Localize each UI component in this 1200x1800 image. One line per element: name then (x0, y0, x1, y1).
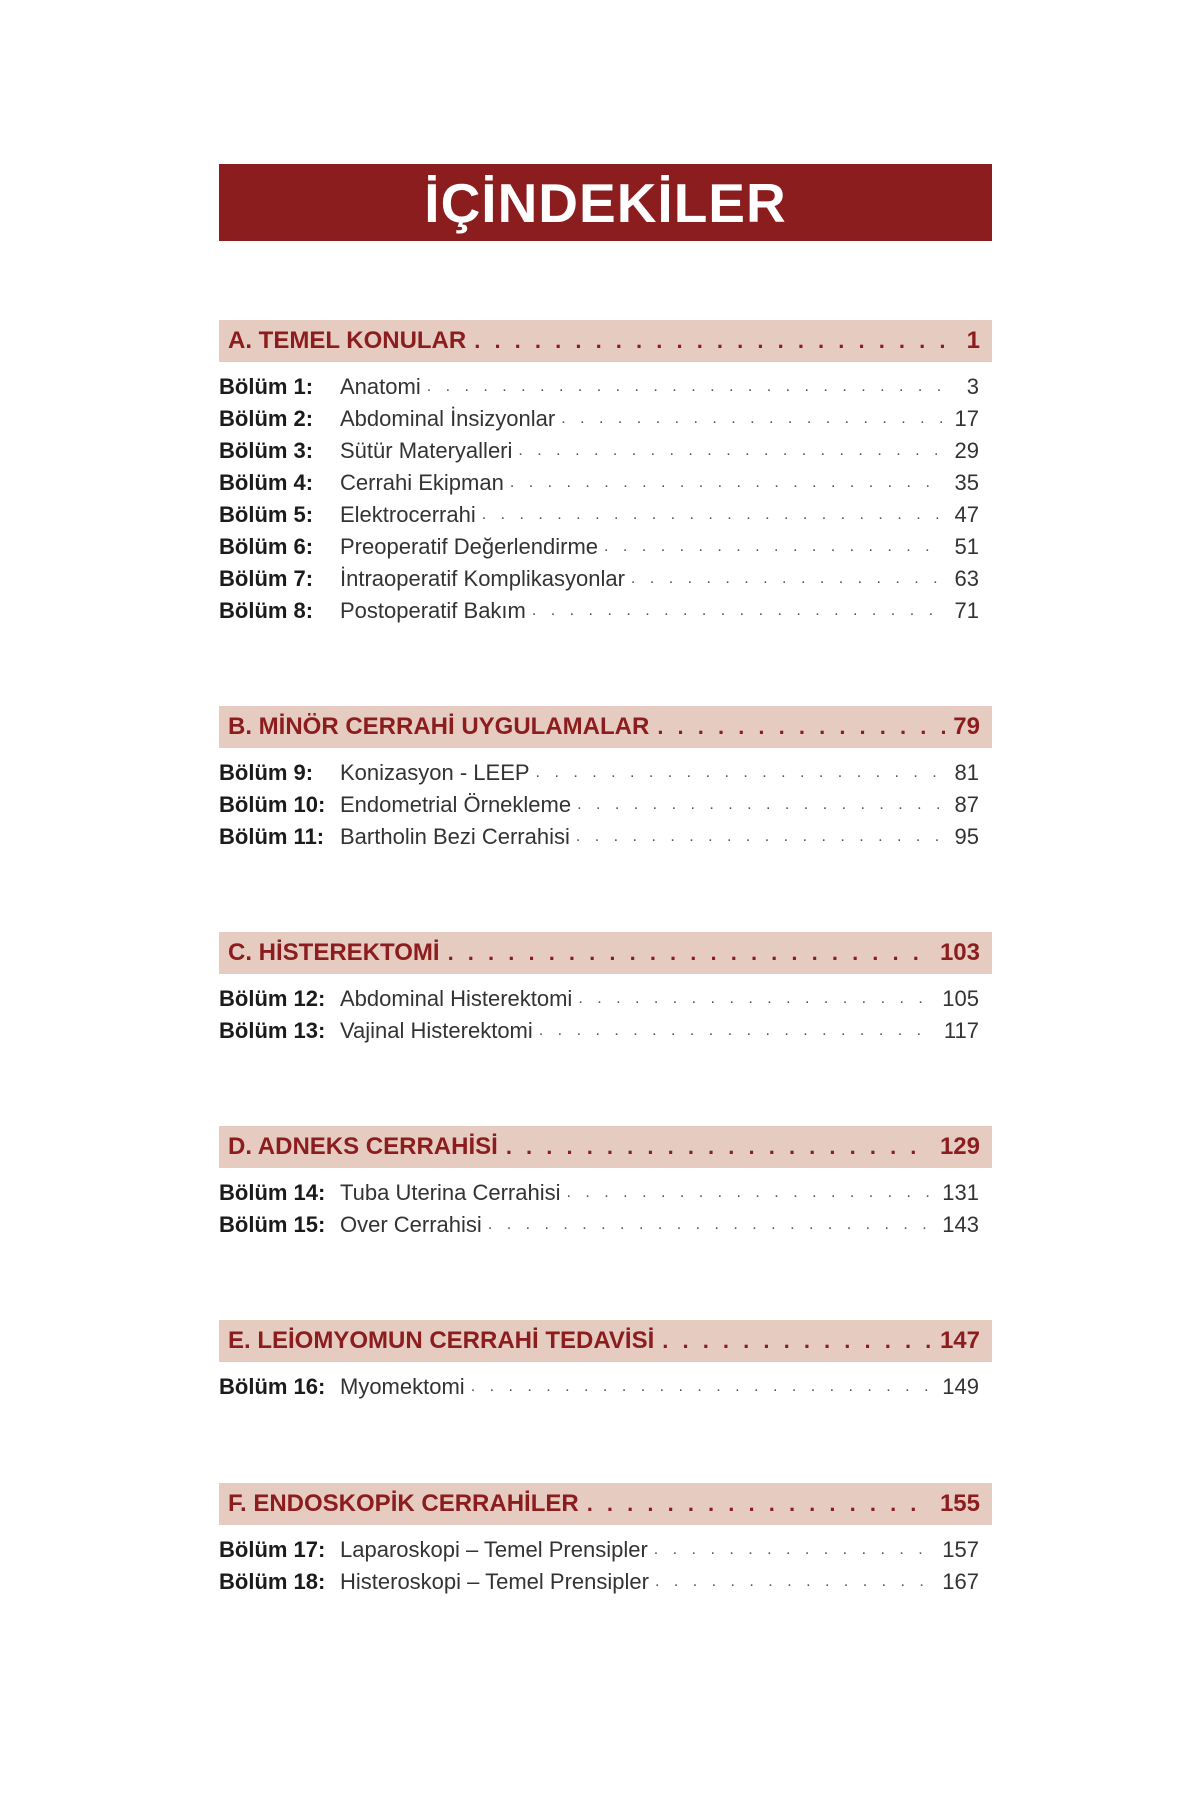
chapter-page: 71 (954, 598, 979, 623)
chapter-label: Bölüm 14: (219, 1180, 326, 1205)
section-b (219, 706, 992, 853)
section-title: B. MİNÖR CERRAHİ UYGULAMALAR (228, 713, 650, 740)
chapter-label: Bölüm 10: (219, 792, 326, 817)
chapter-list (219, 1371, 992, 1403)
chapter-list (219, 757, 992, 853)
chapter-title: İntraoperatif Komplikasyonlar (340, 566, 625, 591)
chapter-label: Bölüm 11: (219, 824, 325, 849)
section-page: 129 (939, 1133, 980, 1160)
chapter-entry[interactable] (219, 595, 992, 627)
section-c (219, 932, 992, 1047)
leader-dots (577, 796, 944, 814)
chapter-entry[interactable] (219, 757, 992, 789)
leader-dots (518, 442, 944, 460)
leader-dots (576, 828, 945, 846)
chapter-list (219, 1534, 992, 1598)
chapter-page: 157 (942, 1537, 979, 1562)
section-page: 79 (953, 713, 980, 740)
section-title: C. HİSTEREKTOMİ (228, 939, 440, 966)
leader-dots (536, 764, 945, 782)
section-page: 155 (939, 1490, 980, 1517)
chapter-list (219, 1177, 992, 1241)
chapter-title: Anatomi (340, 374, 421, 399)
chapter-label: Bölüm 7: (219, 566, 314, 591)
page-title: İÇİNDEKİLER (219, 164, 992, 241)
chapter-page: 47 (954, 502, 979, 527)
chapter-title: Myomektomi (340, 1374, 465, 1399)
section-title: D. ADNEKS CERRAHİSİ (228, 1133, 498, 1160)
chapter-entry[interactable] (219, 403, 992, 435)
leader-dots (474, 328, 958, 354)
chapter-entry[interactable] (219, 789, 992, 821)
chapter-page: 51 (954, 534, 979, 559)
section-header[interactable] (219, 1320, 992, 1362)
leader-dots (561, 410, 944, 428)
section-title: F. ENDOSKOPİK CERRAHİLER (228, 1490, 579, 1517)
chapter-page: 149 (942, 1374, 979, 1399)
chapter-page: 87 (954, 792, 979, 817)
chapter-page: 95 (954, 824, 979, 849)
chapter-entry[interactable] (219, 467, 992, 499)
chapter-title: Vajinal Histerektomi (340, 1018, 533, 1043)
section-d (219, 1126, 992, 1241)
section-page: 1 (966, 327, 980, 354)
section-header[interactable] (219, 1483, 992, 1525)
chapter-entry[interactable] (219, 1209, 992, 1241)
chapter-entry[interactable] (219, 1177, 992, 1209)
chapter-page: 35 (954, 470, 979, 495)
chapter-label: Bölüm 5: (219, 502, 314, 527)
chapter-entry[interactable] (219, 1371, 992, 1403)
chapter-label: Bölüm 1: (219, 374, 314, 399)
leader-dots (631, 570, 945, 588)
chapter-entry[interactable] (219, 983, 992, 1015)
chapter-entry[interactable] (219, 435, 992, 467)
chapter-page: 81 (954, 760, 979, 785)
section-header[interactable] (219, 706, 992, 748)
chapter-page: 29 (954, 438, 979, 463)
chapter-title: Tuba Uterina Cerrahisi (340, 1180, 561, 1205)
chapter-title: Endometrial Örnekleme (340, 792, 572, 817)
chapter-title: Histeroskopi – Temel Prensipler (340, 1569, 649, 1594)
leader-dots (654, 1541, 933, 1559)
chapter-page: 117 (943, 1018, 979, 1043)
leader-dots (567, 1184, 933, 1202)
leader-dots (506, 1134, 932, 1160)
chapter-title: Abdominal İnsizyonlar (340, 406, 556, 431)
leader-dots (448, 940, 932, 966)
leader-dots (662, 1328, 932, 1354)
chapter-page: 63 (954, 566, 979, 591)
chapter-entry[interactable] (219, 1566, 992, 1598)
section-f (219, 1483, 992, 1598)
chapter-label: Bölüm 15: (219, 1212, 326, 1237)
leader-dots (604, 538, 944, 556)
leader-dots (532, 602, 945, 620)
chapter-title: Cerrahi Ekipman (340, 470, 504, 495)
leader-dots (488, 1216, 932, 1234)
chapter-label: Bölüm 6: (219, 534, 314, 559)
chapter-entry[interactable] (219, 531, 992, 563)
chapter-list (219, 983, 992, 1047)
chapter-title: Preoperatif Değerlendirme (340, 534, 599, 559)
section-title: A. TEMEL KONULAR (228, 327, 467, 354)
chapter-page: 17 (954, 406, 979, 431)
chapter-title: Laparoskopi – Temel Prensipler (340, 1537, 648, 1562)
section-page: 103 (939, 939, 980, 966)
chapter-label: Bölüm 4: (219, 470, 314, 495)
chapter-entry[interactable] (219, 563, 992, 595)
chapter-page: 167 (942, 1569, 979, 1594)
leader-dots (471, 1378, 933, 1396)
chapter-label: Bölüm 9: (219, 760, 314, 785)
chapter-title: Sütür Materyalleri (340, 438, 513, 463)
chapter-label: Bölüm 13: (219, 1018, 326, 1043)
chapter-title: Abdominal Histerektomi (340, 986, 573, 1011)
chapter-entry[interactable] (219, 371, 992, 403)
section-a (219, 320, 992, 627)
chapter-label: Bölüm 12: (219, 986, 326, 1011)
chapter-label: Bölüm 16: (219, 1374, 326, 1399)
chapter-title: Over Cerrahisi (340, 1212, 482, 1237)
leader-dots (510, 474, 945, 492)
chapter-title: Bartholin Bezi Cerrahisi (340, 824, 570, 849)
leader-dots (587, 1491, 932, 1517)
section-header[interactable] (219, 1126, 992, 1168)
chapter-page: 131 (942, 1180, 979, 1205)
leader-dots (427, 378, 945, 396)
section-header[interactable] (219, 320, 992, 362)
section-page: 147 (939, 1327, 980, 1354)
leader-dots (482, 506, 945, 524)
chapter-label: Bölüm 17: (219, 1537, 326, 1562)
chapter-label: Bölüm 18: (219, 1569, 326, 1594)
chapter-label: Bölüm 8: (219, 598, 314, 623)
leader-dots (657, 714, 945, 740)
section-e (219, 1320, 992, 1403)
chapter-title: Konizasyon - LEEP (340, 760, 530, 785)
leader-dots (578, 990, 932, 1008)
chapter-page: 143 (942, 1212, 979, 1237)
leader-dots (655, 1573, 932, 1591)
chapter-entry[interactable] (219, 821, 992, 853)
chapter-title: Postoperatif Bakım (340, 598, 526, 623)
chapter-entry[interactable] (219, 499, 992, 531)
chapter-page: 105 (942, 986, 979, 1011)
chapter-list (219, 371, 992, 627)
section-header[interactable] (219, 932, 992, 974)
chapter-title: Elektrocerrahi (340, 502, 476, 527)
section-title: E. LEİOMYOMUN CERRAHİ TEDAVİSİ (228, 1327, 655, 1354)
chapter-entry[interactable] (219, 1015, 992, 1047)
chapter-label: Bölüm 3: (219, 438, 314, 463)
chapter-label: Bölüm 2: (219, 406, 314, 431)
leader-dots (539, 1022, 934, 1040)
chapter-page: 3 (966, 374, 979, 399)
chapter-entry[interactable] (219, 1534, 992, 1566)
